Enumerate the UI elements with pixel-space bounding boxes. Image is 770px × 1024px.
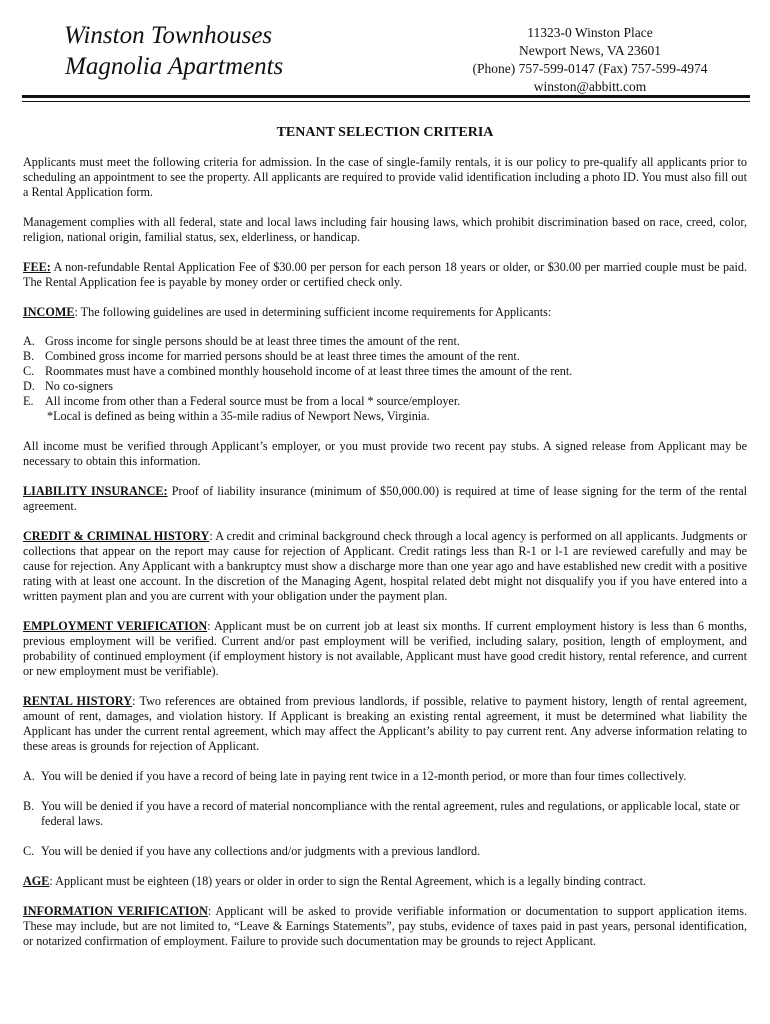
- denial-text: You will be denied if you have a record of being late in paying rent twice in a 12-month period, or more than four times collectively.: [41, 769, 687, 783]
- age-heading: AGE: [23, 874, 50, 888]
- rental-history-heading: RENTAL HISTORY: [23, 694, 133, 708]
- list-marker: E.: [23, 394, 34, 408]
- list-item-text: Roommates must have a combined monthly household income of at least three times the amount of the rent.: [45, 364, 573, 378]
- list-marker: C.: [23, 364, 35, 378]
- intro-paragraph: Applicants must meet the following criteria for admission. In the case of single-family rentals, it is our policy to pre-qualify all applicants prior to scheduling an appointment to see the property. All applicants are required to provide valid identification including a photo ID. You must also fill out a Rental Application form.: [23, 155, 747, 199]
- liability-text: Proof of liability insurance (minimum of $50,000.00) is required at time of lease signing for the term of the rental agreement.: [23, 484, 747, 513]
- property-name-winston: Winston Townhouses: [64, 22, 273, 49]
- information-verification-section: [23, 904, 747, 949]
- income-section: [23, 305, 747, 320]
- fee-section: [23, 260, 747, 290]
- denial-text: You will be denied if you have a record of material noncompliance with the rental agreement, rules and regulations, or applicable local, state or federal laws.: [41, 799, 740, 828]
- rental-history-section: [23, 694, 747, 754]
- credit-section: [23, 529, 747, 604]
- compliance-paragraph: Management complies with all federal, state and local laws including fair housing laws, which prohibit discrimination based on race, creed, color, religion, national origin, familial status, sex, elderliness, or handicap.: [23, 215, 747, 244]
- fee-text: A non-refundable Rental Application Fee of $30.00 per person for each person 18 years or older, or $30.00 per married couple must be paid. The Rental Application fee is payable by money order or certified check only.: [23, 260, 747, 289]
- denial-text: You will be denied if you have any collections and/or judgments with a previous landlord.: [41, 844, 481, 858]
- list-item: [23, 364, 747, 379]
- header-divider-thick: [22, 95, 750, 98]
- income-heading: INCOME: [23, 305, 75, 319]
- denial-item: [23, 799, 747, 829]
- local-definition-note: *Local is defined as being within a 35-mile radius of Newport News, Virginia.: [47, 409, 430, 423]
- age-text: : Applicant must be eighteen (18) years or older in order to sign the Rental Agreement, which is a legally binding contract.: [49, 874, 647, 888]
- liability-heading: LIABILITY INSURANCE:: [23, 484, 168, 498]
- income-text: : The following guidelines are used in determining sufficient income requirements for Applicants:: [74, 305, 552, 319]
- property-name-magnolia: Magnolia Apartments: [65, 53, 284, 80]
- denial-marker: B.: [23, 799, 35, 813]
- information-verification-text: : Applicant will be asked to provide verifiable information or documentation to support application items. These may include, but are not limited to, “Leave & Earnings Statements”, pay stubs, evidence of taxes paid in past years, personal identification, or notarized confirmation of employment. Failure to provide such documentation may be grounds to reject Applicant.: [23, 904, 747, 948]
- list-item: [23, 379, 747, 394]
- address-city: Newport News, VA 23601: [518, 43, 661, 58]
- letterhead: [0, 14, 770, 94]
- credit-text: : A credit and criminal background check through a local agency is performed on all applicants. Judgments or collections that appear on the report may cause for rejection of Applicant. Credit ratings less than R-1 or l-1 are reviewed carefully and may be cause for rejection. Any Applicant with a bankruptcy must show a discharge more than one year ago and have established new credit with a positive rating with at least one account. In the discretion of the Managing Agent, hospital related debt might not disqualify you if you have entered into a written payment plan and you are current with your obligation under the payment plan.: [23, 529, 747, 603]
- email-address: winston@abbitt.com: [533, 79, 647, 94]
- income-guidelines-list: [23, 334, 747, 424]
- list-marker: D.: [23, 379, 35, 393]
- list-item: [23, 334, 747, 349]
- liability-section: [23, 484, 747, 514]
- income-verification-paragraph: All income must be verified through Applicant’s employer, or you must provide two recent pay stubs. A signed release from Applicant may be necessary to obtain this information.: [23, 439, 747, 468]
- employment-text: : Applicant must be on current job at least six months. If current employment history is less than 6 months, previous employment will be verified. Current and/or past employment will be verified, including salary, position, length of employment, and probability of continued employment (if employment history is not available, Applicant must have good credit history, rental reference, and current or new employment must be verifiable).: [23, 619, 747, 678]
- list-item-text: All income from other than a Federal source must be from a local * source/employer.: [45, 394, 461, 408]
- list-item: [23, 394, 747, 409]
- document-body: [23, 124, 747, 964]
- list-marker: A.: [23, 334, 35, 348]
- list-item-text: Gross income for single persons should be at least three times the amount of the rent.: [45, 334, 460, 348]
- employment-section: [23, 619, 747, 679]
- document-title: TENANT SELECTION CRITERIA: [276, 125, 494, 140]
- denial-marker: A.: [23, 769, 35, 783]
- denial-item: [23, 769, 747, 784]
- list-item: [23, 349, 747, 364]
- fee-heading: FEE:: [23, 260, 51, 274]
- credit-heading: CREDIT & CRIMINAL HISTORY: [23, 529, 210, 543]
- address-street: 11323-0 Winston Place: [527, 25, 653, 40]
- denial-marker: C.: [23, 844, 35, 858]
- contact-block: [410, 24, 770, 96]
- age-section: [23, 874, 747, 889]
- phone-fax: (Phone) 757-599-0147 (Fax) 757-599-4974: [472, 61, 708, 76]
- property-names: [64, 20, 283, 82]
- list-item-text: No co-signers: [45, 379, 114, 393]
- list-item-text: Combined gross income for married persons should be at least three times the amount of the rent.: [45, 349, 520, 363]
- information-verification-heading: INFORMATION VERIFICATION: [23, 904, 208, 918]
- list-marker: B.: [23, 349, 35, 363]
- employment-heading: EMPLOYMENT VERIFICATION: [23, 619, 208, 633]
- rental-history-text: : Two references are obtained from previous landlords, if possible, relative to payment history, length of rental agreement, amount of rent, damages, and violation history. If Applicant is breaking an existing rental agreement, it must be determined what liability the Applicant has under the current rental agreement, which may affect the Applicant’s ability to pay current rent. Any adverse information relating to these areas is grounds for rejection of Applicant.: [23, 694, 748, 753]
- denial-item: [23, 844, 747, 859]
- header-divider-thin: [22, 101, 750, 102]
